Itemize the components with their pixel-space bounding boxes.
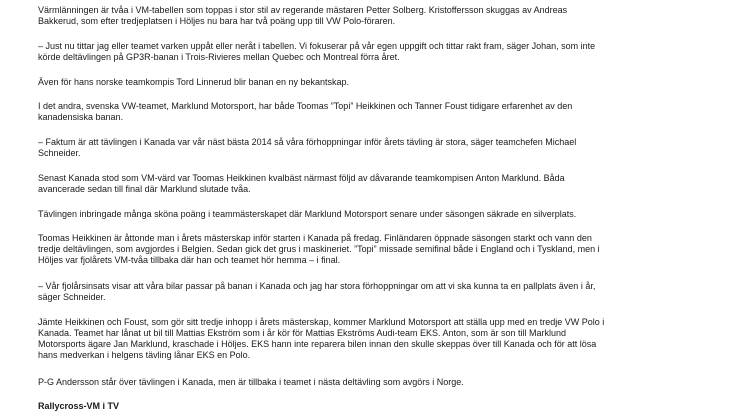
paragraph: Jämte Heikkinen och Foust, som gör sitt tredje inhopp i årets mästerskap, kommer Marklund Motorsport att ställa upp med en tredje VW Polo i Kanada. Teamet har lånat ut bil till Mattias Ekström som i år kör för Mattias Ekströms Audi-team EKS. Anton, som är son till Marklund Motorsports ägare Jan Marklund, kraschade i Höljes. EKS hann inte reparera bilen innan den skulle skeppas över till Kanada och för att lösa hans medverkan i helgens tävling lånar EKS en Polo. [38, 317, 605, 360]
section-heading: Rallycross-VM i TV [38, 401, 120, 411]
paragraph: – Vår fjolårsinsats visar att våra bilar passar på banan i Kanada och jag har stora förhoppningar om att vi ska kunna ta en pallplats även i år, säger Schneider. [38, 281, 596, 302]
paragraph: Toomas Heikkinen är åttonde man i årets mästerskap inför starten i Kanada på fredag. Finländaren öppnade säsongen starkt och vann den tredje deltävlingen, som avgjordes i Belgien. Sedan gick det grus i maskineriet. ”Topi” missade semifinal både i England och i Tyskland, men i Höljes var fjolårets VM-tvåa tillbaka där han och teamet hör hemma – i final. [38, 233, 600, 265]
paragraph: Tävlingen inbringade många sköna poäng i teammästerskapet där Marklund Motorsport senare under säsongen säkrade en silverplats. [38, 209, 577, 219]
paragraph: – Just nu tittar jag eller teamet varken uppåt eller neråt i tabellen. Vi fokuserar på vår egen uppgift och tittar rakt fram, säger Johan, som inte körde deltävlingen på GP3R-banan i Trois-Rivieres mellan Quebec och Montreal förra året. [38, 41, 596, 62]
paragraph: I det andra, svenska VW-teamet, Marklund Motorsport, har både Toomas ”Topi” Heikkinen och Tanner Foust tidigare erfarenhet av den kanadensiska banan. [38, 101, 573, 122]
paragraph: – Faktum är att tävlingen i Kanada var vår näst bästa 2014 så våra förhoppningar inför årets tävling är stora, säger teamchefen Michael Schneider. [38, 137, 577, 158]
paragraph: Senast Kanada stod som VM-värd var Toomas Heikkinen kvalbäst närmast följd av dåvarande teamkompisen Anton Marklund. Båda avancerade sedan till final där Marklund slutade tvåa. [38, 173, 565, 194]
paragraph: Även för hans norske teamkompis Tord Linnerud blir banan en ny bekantskap. [38, 77, 350, 87]
paragraph: Värmlänningen är tvåa i VM-tabellen som toppas i stor stil av regerande mästaren Petter Solberg. Kristoffersson skuggas av Andreas Bakkerud, som efter tredjeplatsen i Höljes nu bara har två poäng upp till VW Polo-föraren. [38, 5, 568, 26]
paragraph: P-G Andersson står över tävlingen i Kanada, men är tillbaka i teamet i nästa deltävling som avgörs i Norge. [38, 377, 464, 387]
